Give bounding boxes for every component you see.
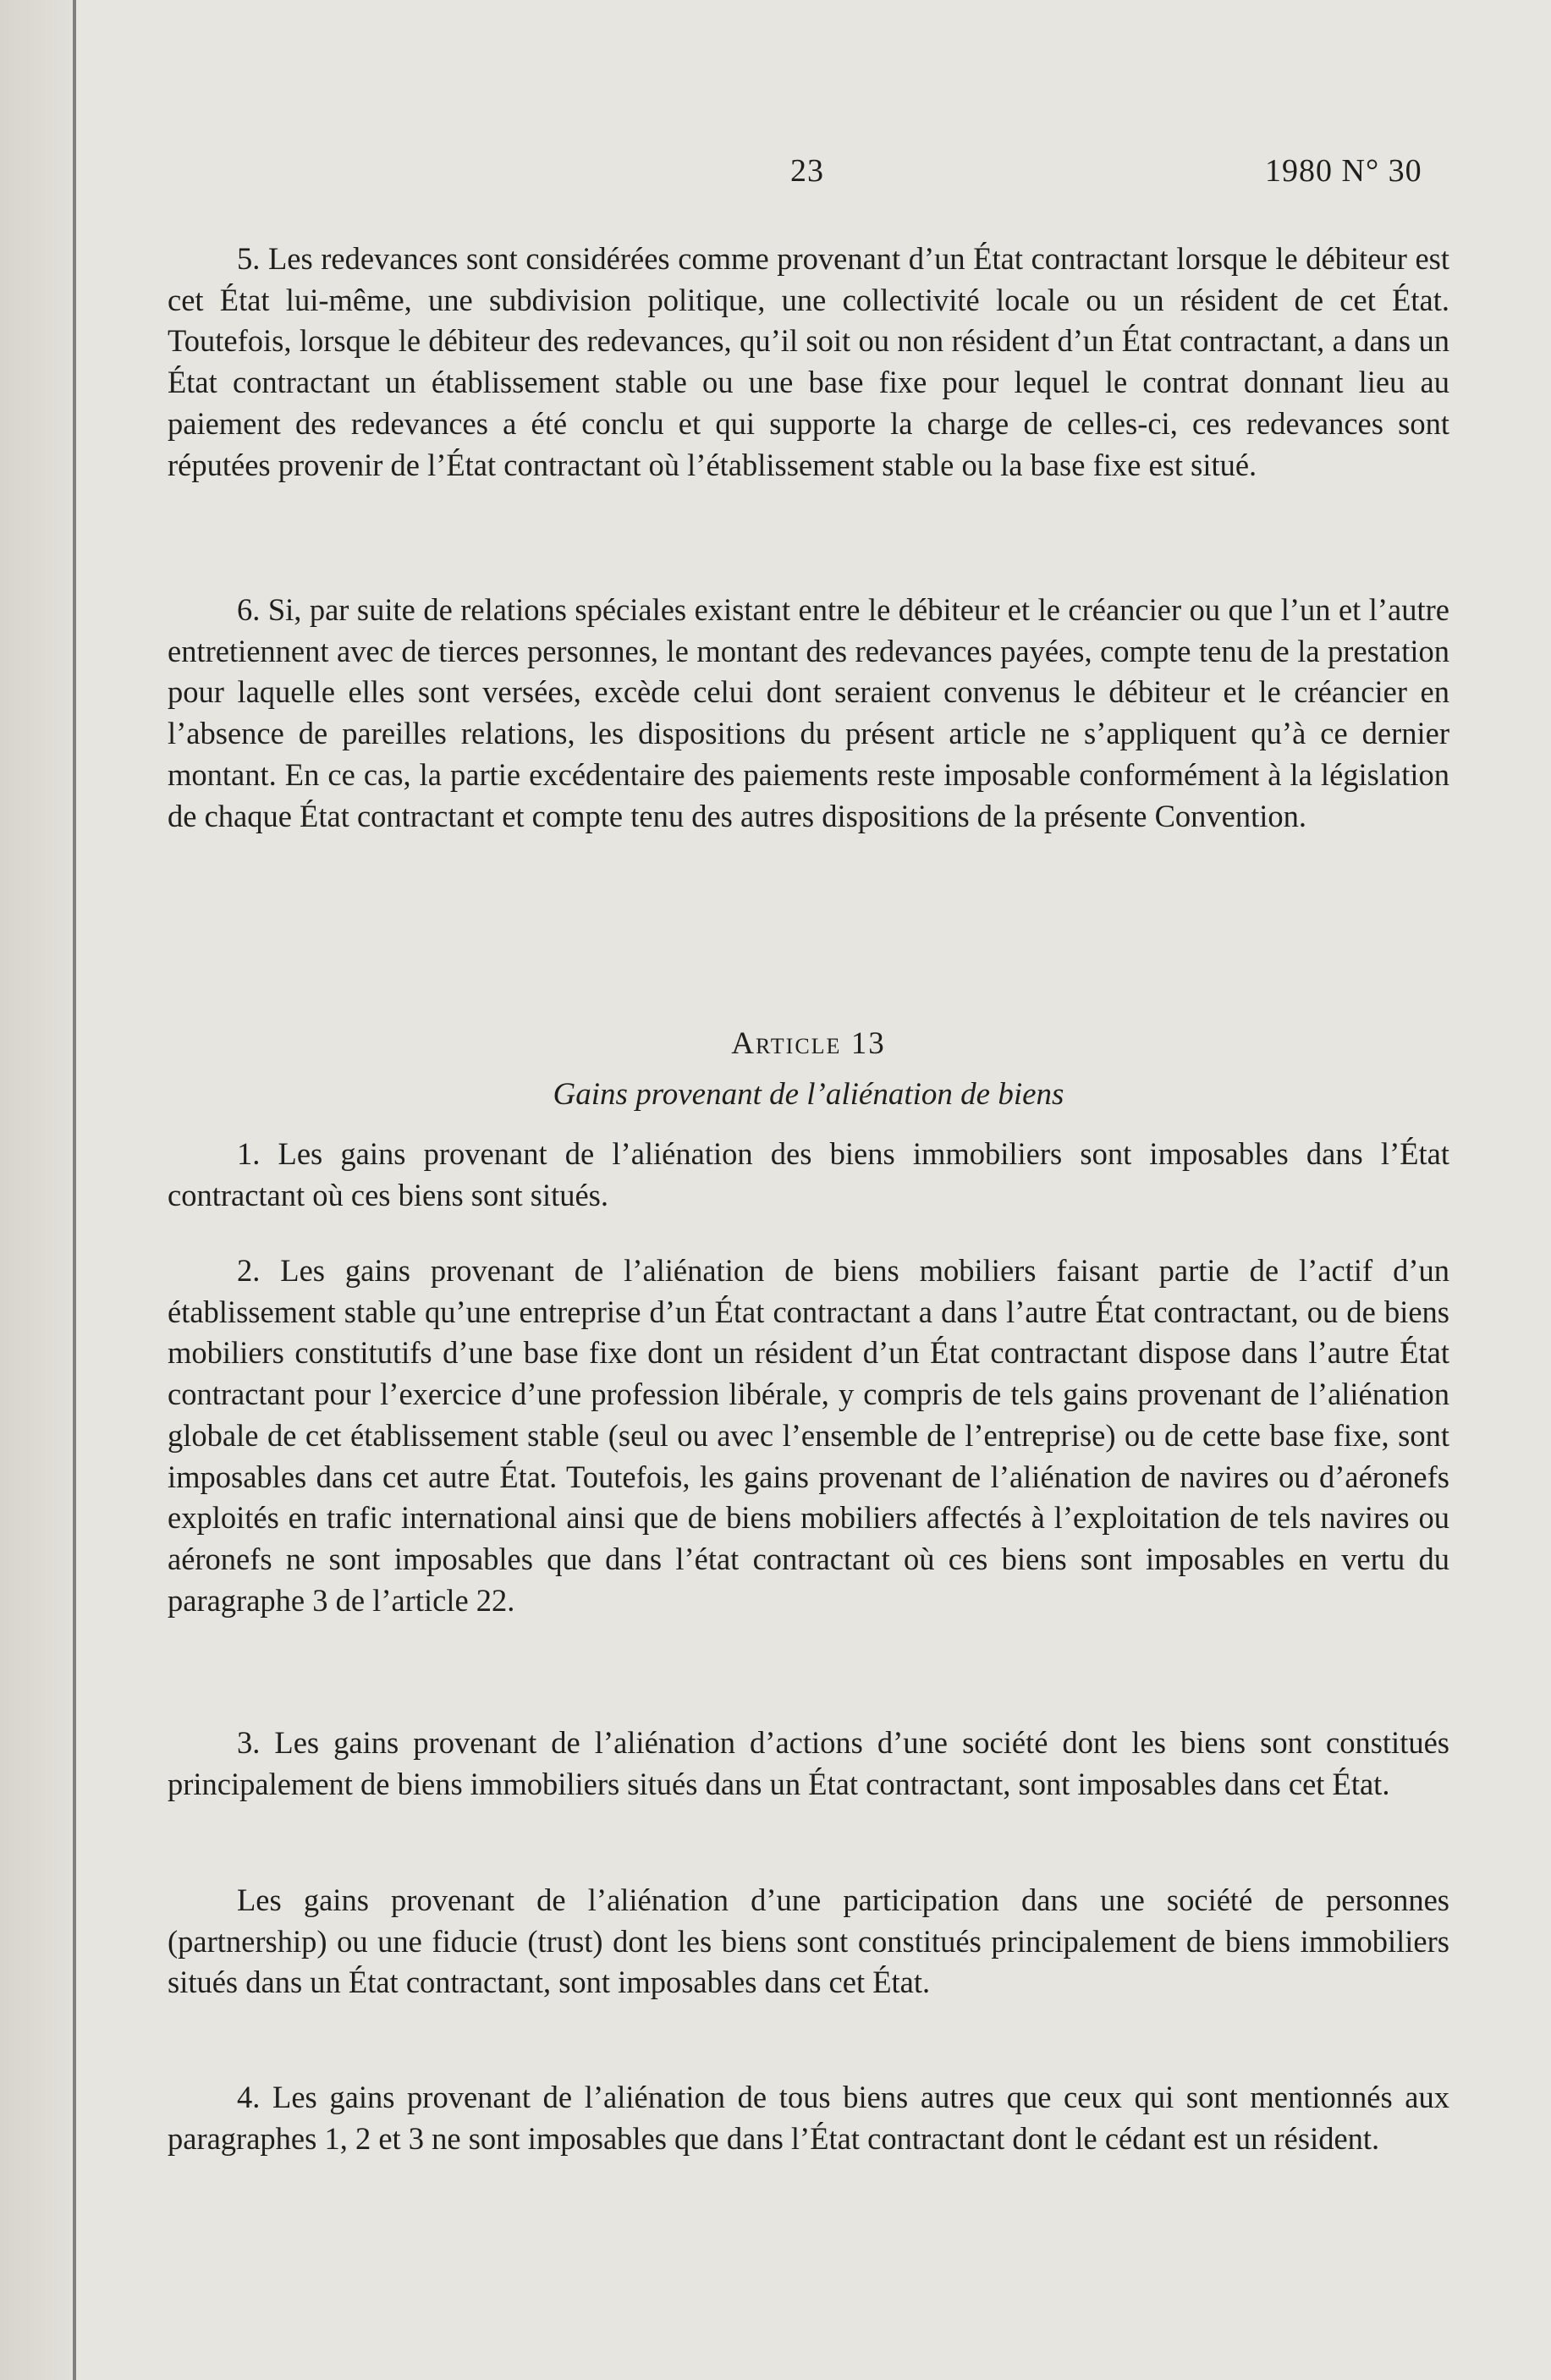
paragraph-5 — [168, 239, 1449, 486]
page-number: 23 — [790, 153, 824, 189]
paragraph-text: 2. Les gains provenant de l’aliénation de biens mobiliers faisant partie de l’actif d’un établissement stable qu’une entreprise d’un État contractant a dans l’autre État contractant, ou de biens mobiliers constitutifs d’une base fixe dont un résident d’un État contractant dispose dans l’autre État contractant pour l’exercice d’une profession libérale, y compris de tels gains provenant de l’aliénation globale de cet établissement stable (seul ou avec l’ensemble de l’entreprise) ou de cette base fixe, sont imposables dans cet autre État. Toutefois, les gains provenant de l’aliénation de navires ou d’aéronefs exploités en trafic international ainsi que de biens mobiliers affectés à l’exploitation de tels navires ou aéronefs ne sont imposables que dans l’état contractant où ces biens sont imposables en vertu du paragraphe 3 de l’article 22. — [168, 1253, 1449, 1618]
page-gutter-shadow — [0, 0, 73, 2380]
paragraph-text: Les gains provenant de l’aliénation d’une participation dans une société de personnes (partnership) ou une fiducie (trust) dont les biens sont constitués principalement de biens immobiliers situés dans un État contractant, sont imposables dans cet État. — [168, 1883, 1449, 2000]
page-binding-edge — [73, 0, 76, 2380]
article-13-paragraph-4 — [168, 2077, 1449, 2159]
article-13-paragraph-2 — [168, 1250, 1449, 1621]
article-heading: Article 13 — [731, 1026, 886, 1061]
document-number: 1980 N° 30 — [1265, 153, 1422, 189]
paragraph-text: 1. Les gains provenant de l’aliénation des biens immobiliers sont imposables dans l’État contractant où ces biens sont situés. — [168, 1136, 1449, 1212]
paragraph-text: 5. Les redevances sont considérées comme provenant d’un État contractant lorsque le débiteur est cet État lui-même, une subdivision politique, une collectivité locale ou un résident de cet État. Toutefois, lorsque le débiteur des redevances, qu’il soit ou non résident d’un État contractant, a dans un État contractant un établissement stable ou une base fixe pour lequel le contrat donnant lieu au paiement des redevances a été conclu et qui supporte la charge de celles-ci, ces redevances sont réputées provenir de l’État contractant où l’établissement stable ou la base fixe est situé. — [168, 241, 1449, 482]
article-13-paragraph-3-continued — [168, 1880, 1449, 2003]
paragraph-text: 4. Les gains provenant de l’aliénation de tous biens autres que ceux qui sont mentionnés aux paragraphes 1, 2 et 3 ne sont imposables que dans l’État contractant dont le cédant est un résident. — [168, 2080, 1449, 2156]
paragraph-text: 6. Si, par suite de relations spéciales existant entre le débiteur et le créancier ou que l’un et l’autre entretiennent avec de tierces personnes, le montant des redevances payées, compte tenu de la prestation pour laquelle elles sont versées, excède celui dont seraient convenus le débiteur et le créancier en l’absence de pareilles relations, les dispositions du présent article ne s’appliquent qu’à ce dernier montant. En ce cas, la partie excédentaire des paiements reste imposable conformément à la législation de chaque État contractant et compte tenu des autres dispositions de la présente Convention. — [168, 592, 1449, 833]
article-subtitle: Gains provenant de l’aliénation de biens — [553, 1077, 1064, 1112]
article-13-paragraph-3 — [168, 1723, 1449, 1805]
paragraph-6 — [168, 590, 1449, 837]
paragraph-text: 3. Les gains provenant de l’aliénation d’actions d’une société dont les biens sont constitués principalement de biens immobiliers situés dans un État contractant, sont imposables dans cet État. — [168, 1725, 1449, 1801]
article-13-paragraph-1 — [168, 1134, 1449, 1216]
